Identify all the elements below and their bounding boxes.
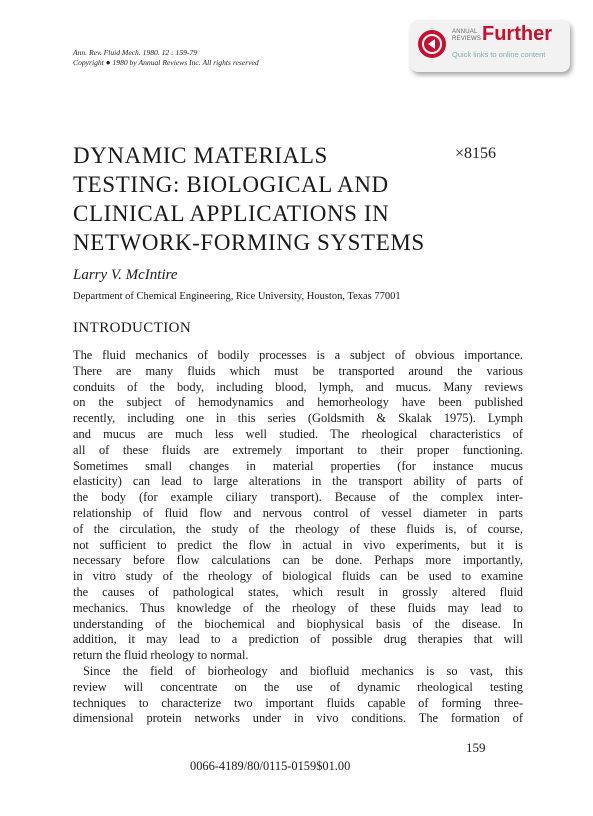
body-line: elasticity) can lead to large alterations in the transport ability of parts of	[73, 474, 523, 489]
body-line: Since the field of biorheology and biofluid mechanics is so vast, this	[83, 663, 523, 678]
paragraph-2	[73, 664, 523, 727]
body-line: recently, including one in this series (Goldsmith & Skalak 1975). Lymph	[73, 411, 523, 426]
author-name: Larry V. McIntire	[73, 267, 178, 283]
badge-subtitle: Quick links to online content	[452, 50, 546, 59]
body-line: all of these fluids are extremely important to their proper functioning.	[73, 442, 523, 457]
title-line: CLINICAL APPLICATIONS IN	[73, 201, 390, 226]
body-line: not sufficient to predict the flow in actual in vivo experiments, but it is	[73, 537, 523, 552]
body-line: relationship of fluid flow and nervous control of vessel diameter in parts	[73, 505, 523, 520]
body-line: conduits of the body, including blood, lymph, and mucus. Many reviews	[73, 379, 523, 394]
body-line: on the subject of hemodynamics and hemorheology have been published	[73, 395, 523, 410]
paragraph-1	[73, 348, 523, 664]
body-line: There are many fluids which must be transported around the various	[73, 363, 523, 378]
further-badge[interactable]	[410, 20, 570, 72]
page-number: 159	[466, 740, 486, 755]
section-heading: INTRODUCTION	[73, 320, 192, 336]
journal-citation-line1: Ann. Rev. Fluid Mech. 1980. 12 : 159-79	[73, 48, 198, 57]
body-line: dimensional protein networks under in vivo conditions. The formation of	[73, 711, 523, 726]
body-line: addition, it may lead to a prediction of possible drug therapies that will	[73, 632, 523, 647]
title-line: NETWORK-FORMING SYSTEMS	[73, 230, 425, 255]
copyright-label: Copyright	[73, 58, 104, 67]
body-line: necessary before flow calculations can be done. Perhaps more importantly,	[73, 553, 523, 568]
article-title	[73, 141, 463, 257]
author-affiliation: Department of Chemical Engineering, Rice University, Houston, Texas 77001	[73, 291, 401, 302]
further-arrow-icon	[418, 30, 446, 58]
body-line: review will concentrate on the use of dynamic rheological testing	[73, 679, 523, 694]
body-line: mechanics. Thus knowledge of the rheology of these fluids may lead to	[73, 600, 523, 615]
journal-citation-line2	[73, 58, 259, 68]
article-code: ×8156	[455, 145, 497, 162]
copyright-text: 1980 by Annual Reviews Inc. All rights reserved	[112, 58, 259, 67]
body-line: the causes of pathological states, which result in grossly altered fluid	[73, 584, 523, 599]
copyright-bullet: ●	[105, 58, 111, 67]
body-line: of the circulation, the study of the rheology of these fluids is, of course,	[73, 521, 523, 536]
badge-publisher-bottom: REVIEWS	[452, 35, 482, 42]
body-line: and mucus are much less well studied. The rheological characteristics of	[73, 426, 523, 441]
body-text	[73, 348, 523, 727]
body-line: The fluid mechanics of bodily processes is a subject of obvious importance.	[73, 348, 523, 362]
badge-further-label: Further	[482, 23, 552, 45]
body-line: techniques to characterize two important fluids capable of forming three-	[73, 695, 523, 710]
body-line: Sometimes small changes in material properties (for instance mucus	[73, 458, 523, 473]
body-line: return the fluid rheology to normal.	[73, 648, 249, 663]
title-line: TESTING: BIOLOGICAL AND	[73, 172, 389, 197]
journal-citation	[73, 48, 259, 68]
badge-publisher	[452, 29, 481, 42]
body-line: the body (for example ciliary transport). Because of the complex inter-	[73, 490, 523, 505]
badge-publisher-top: ANNUAL	[452, 29, 478, 35]
issn-line: 0066-4189/80/0115-0159$01.00	[190, 759, 351, 773]
title-line: DYNAMIC MATERIALS	[73, 143, 328, 168]
body-line: in vitro study of the rheology of biological fluids can be used to examine	[73, 569, 523, 584]
body-line: understanding of the biochemical and biophysical basis of the disease. In	[73, 616, 523, 631]
